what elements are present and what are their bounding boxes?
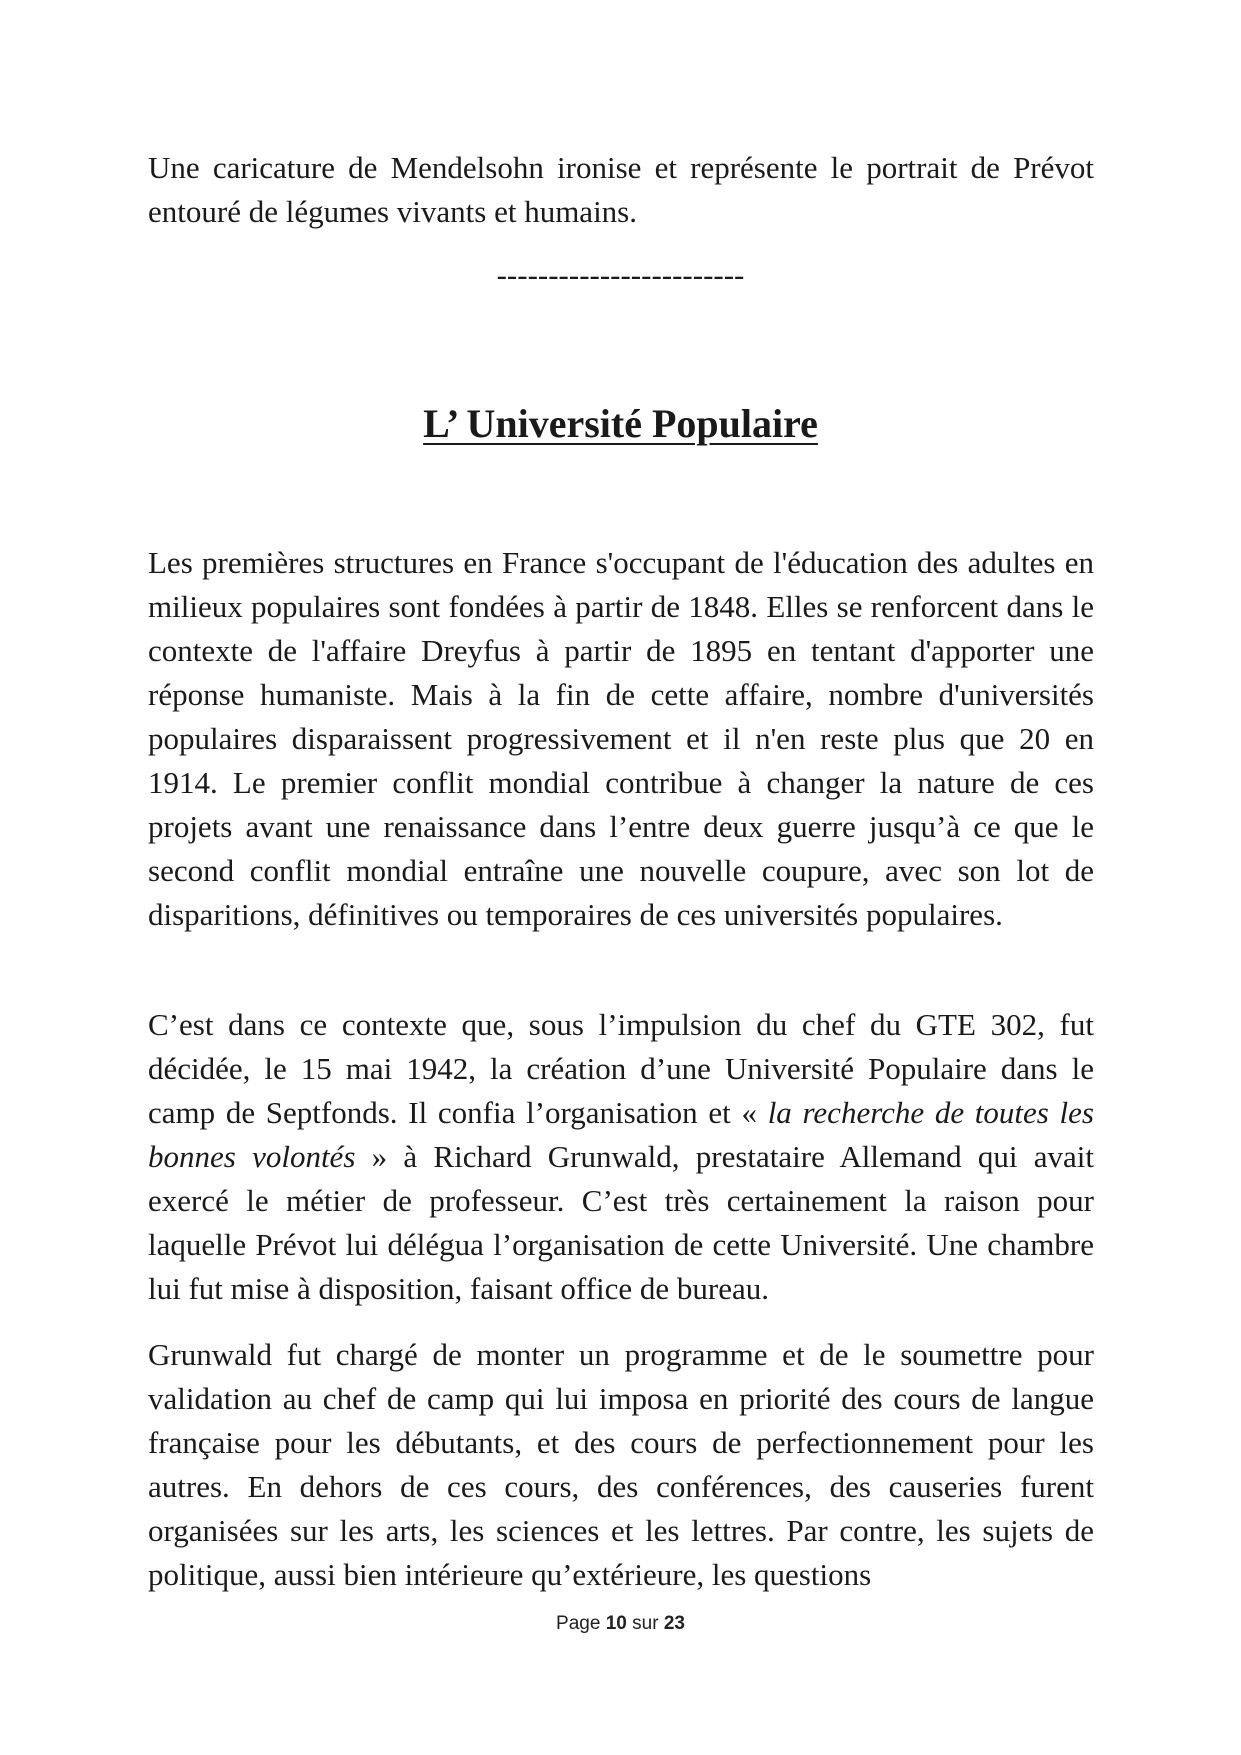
body-paragraph-3 xyxy=(148,1333,1094,1597)
current-page-number: 10 xyxy=(605,1613,627,1634)
body-paragraph-1 xyxy=(148,541,1094,937)
section-separator: ------------------------ xyxy=(496,257,745,292)
paragraph-text-end: » à Richard Grunwald, prestataire Allemand qui avait exercé le métier de professeur. C’est très certainement la raison pour laquelle Prévot lui délégua l’organisation de cette Université. Une chambre lui fut mise à disposition, faisant office de bureau. xyxy=(148,1139,1094,1306)
page-footer xyxy=(0,1612,1241,1636)
body-paragraph-2 xyxy=(148,1003,1094,1311)
page-label: Page xyxy=(556,1613,601,1634)
paragraph-text: Les premières structures en France s'occupant de l'éducation des adultes en milieux populaires sont fondées à partir de 1848. Elles se renforcent dans le contexte de l'affaire Dreyfus à partir de 1895 en tentant d'apporter une réponse humaniste. Mais à la fin de cette affaire, nombre d'universités populaires disparaissent progressivement et il n'en reste plus que 20 en 1914. Le premier conflit mondial contribue à changer la nature de ces projets avant une renaissance dans l’entre deux guerre jusqu’à ce que le second conflit mondial entraîne une nouvelle coupure, avec son lot de disparitions, définitives ou temporaires de ces universités populaires. xyxy=(148,545,1094,932)
page-of-label: sur xyxy=(632,1613,659,1634)
paragraph-text xyxy=(148,1003,1094,1311)
intro-text: Une caricature de Mendelsohn ironise et représente le portrait de Prévot entouré de légumes vivants et humains. xyxy=(148,150,1094,229)
total-page-count: 23 xyxy=(663,1613,685,1634)
intro-paragraph xyxy=(148,146,1094,234)
paragraph-text-start: C’est dans ce contexte que, sous l’impulsion du chef du GTE 302, fut décidée, le 15 mai 1942, la création d’une Université Populaire dans le camp de Septfonds. Il confia l’organisation et « xyxy=(148,1007,1094,1130)
section-title: L’ Université Populaire xyxy=(423,401,818,446)
quoted-italic-text: la recherche de toutes les bonnes volontés xyxy=(148,1095,1094,1174)
paragraph-text: Grunwald fut chargé de monter un programme et de le soumettre pour validation au chef de camp qui lui imposa en priorité des cours de langue française pour les débutants, et des cours de perfectionnement pour les autres. En dehors de ces cours, des conférences, des causeries furent organisées sur les arts, les sciences et les lettres. Par contre, les sujets de politique, aussi bien intérieure qu’extérieure, les questions xyxy=(148,1337,1094,1592)
